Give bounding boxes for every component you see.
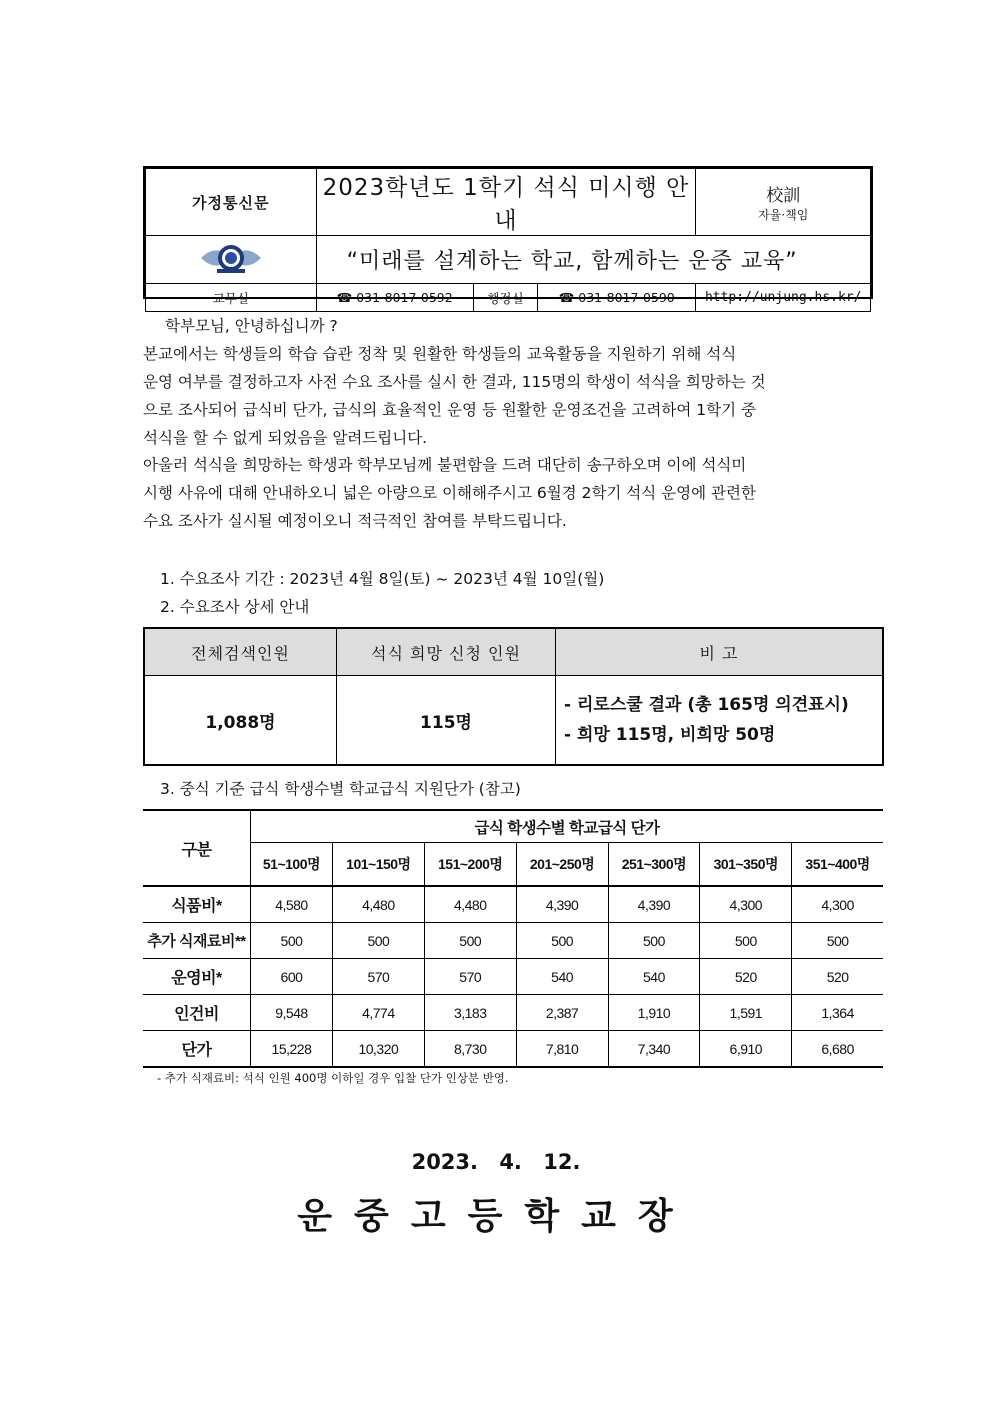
school-logo [146,236,317,284]
cell: 540 [608,959,700,995]
paragraph-line: 운영 여부를 결정하고자 사전 수요 조사를 실시 한 결과, 115명의 학생이 석식을 희망하는 것 [143,373,766,391]
newsletter-label: 가정통신문 [146,169,317,236]
cell: 6,680 [792,1031,883,1068]
cell: 500 [251,923,333,959]
newsletter-header [143,166,873,306]
cell: 4,580 [251,886,333,923]
motto-text: 자율·책임 [758,208,809,222]
paragraph-line: 아울러 석식을 희망하는 학생과 학부모님께 불편함을 드려 대단히 송구하오며 이에 석식미 [143,456,747,474]
office-label-academic: 교무실 [146,284,317,312]
cell: 10,320 [332,1031,424,1068]
column-header: 201~250명 [516,843,608,887]
cell: 570 [424,959,516,995]
cell: 6,910 [700,1031,792,1068]
cell: 520 [792,959,883,995]
note-line: - 리로스쿨 결과 (총 165명 의견표시) [564,695,849,715]
cell: 1,364 [792,995,883,1031]
paragraph-2 [143,451,855,535]
cell: 3,183 [424,995,516,1031]
price-table [143,809,883,1068]
cell: 500 [516,923,608,959]
column-header: 101~150명 [332,843,424,887]
survey-table [143,627,884,766]
cell: 500 [792,923,883,959]
row-label: 단가 [143,1031,251,1068]
motto-hanja: 校訓 [766,186,801,206]
note-line: - 희망 115명, 비희망 50명 [564,725,776,745]
cell: 500 [332,923,424,959]
cell: 7,810 [516,1031,608,1068]
table-row [143,1031,883,1068]
greeting: 학부모님, 안녕하십니까 ? [165,317,338,335]
header-notes: 비 고 [556,628,884,676]
paragraph-line: 으로 조사되어 급식비 단가, 급식의 효율적인 운영 등 원활한 운영조건을 고려하여 1학기 중 [143,401,756,419]
cell: 4,390 [608,886,700,923]
row-label: 운영비* [143,959,251,995]
cell: 15,228 [251,1031,333,1068]
group-header: 급식 학생수별 학교급식 단가 [251,810,884,843]
cell: 500 [424,923,516,959]
survey-period: 1. 수요조사 기간 : 2023년 4월 8일(토) ~ 2023년 4월 10일(월) [160,570,605,588]
page-title: 2023학년도 1학기 석식 미시행 안내 [316,169,696,236]
table-row [143,886,883,923]
cell: 500 [608,923,700,959]
row-label: 인건비 [143,995,251,1031]
row-label: 식품비* [143,886,251,923]
cell: 570 [332,959,424,995]
cell: 2,387 [516,995,608,1031]
cell: 520 [700,959,792,995]
phone-admin: ☎ 031-8017-0590 [538,284,696,312]
column-header: 51~100명 [251,843,333,887]
cell: 4,480 [424,886,516,923]
cell: 4,300 [792,886,883,923]
column-header: 301~350명 [700,843,792,887]
cell: 4,300 [700,886,792,923]
cell: 600 [251,959,333,995]
cell: 1,591 [700,995,792,1031]
office-label-admin: 행정실 [473,284,537,312]
survey-notes [556,676,884,766]
column-header: 151~200명 [424,843,516,887]
header-applicants: 석식 희망 신청 인원 [337,628,556,676]
survey-details-heading: 2. 수요조사 상세 안내 [160,598,310,616]
document-date: 2023. 4. 12. [411,1150,581,1174]
principal-signature: 운중고등학교장 [297,1196,695,1237]
paragraph-line: 본교에서는 학생들의 학습 습관 정착 및 원활한 학생들의 교육활동을 지원하기 위해 석식 [143,345,737,363]
cell: 4,774 [332,995,424,1031]
column-header: 351~400명 [792,843,883,887]
school-slogan: “미래를 설계하는 학교, 함께하는 운중 교육” [316,236,870,284]
cell: 9,548 [251,995,333,1031]
corner-header: 구분 [143,810,251,886]
row-label: 추가 식재료비** [143,923,251,959]
cell: 4,390 [516,886,608,923]
cell: 1,910 [608,995,700,1031]
school-emblem-icon [199,241,263,275]
table-row [143,995,883,1031]
price-table-heading: 3. 중식 기준 급식 학생수별 학교급식 지원단가 (참고) [160,780,521,798]
table-row [143,959,883,995]
paragraph-line: 석식을 할 수 없게 되었음을 알려드립니다. [143,429,428,447]
total-count: 1,088명 [144,676,337,766]
cell: 540 [516,959,608,995]
paragraph-line: 시행 사유에 대해 안내하오니 넓은 아량으로 이해해주시고 6월경 2학기 석식 운영에 관련한 [143,484,756,502]
cell: 500 [700,923,792,959]
header-total: 전체검색인원 [144,628,337,676]
school-motto [696,169,871,236]
school-website-link[interactable]: http://unjung.hs.kr/ [696,284,871,312]
applicant-count: 115명 [337,676,556,766]
table-row [143,923,883,959]
cell: 8,730 [424,1031,516,1068]
column-header: 251~300명 [608,843,700,887]
paragraph-line: 수요 조사가 실시될 예정이오니 적극적인 참여를 부탁드립니다. [143,512,567,530]
phone-academic: ☎ 031-8017-0592 [316,284,473,312]
cell: 7,340 [608,1031,700,1068]
paragraph-1 [143,340,855,452]
table-footnote: - 추가 식재료비: 석식 인원 400명 이하일 경우 입찰 단가 인상분 반영. [157,1071,509,1085]
cell: 4,480 [332,886,424,923]
